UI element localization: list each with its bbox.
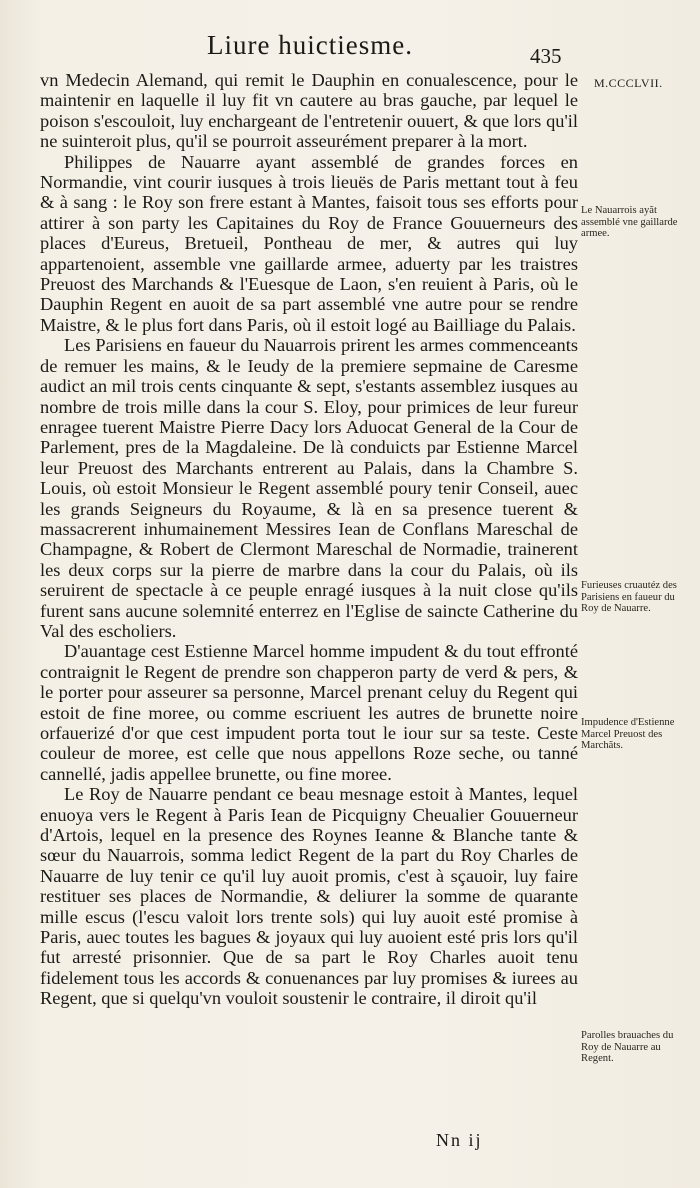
page-number: 435	[530, 44, 562, 68]
margin-note-1: Le Nauarrois ayãt assemblé vne gaillarde armee.	[581, 205, 678, 240]
paragraph-3: Les Parisiens en faueur du Nauarrois prirent les armes commenceants de remuer les mains, & le Ieudy de la premiere sepmaine de Caresme audict an mil trois cents cinquante & sept, s'estants assemblez iusques au nombre de trois mille dans la cour S. Eloy, pour primices de leur fureur enragee tuerent Maistre Pierre Dacy lors Aduocat General de la Cour de Parlement, pres de la Magdaleine. De là conduicts par Estienne Marcel leur Preuost des Marchants entrerent au Palais, dans la Chambre S. Louis, où estoit Monsieur le Regent assemblé poury tenir Conseil, auec les grands Seigneurs du Royaume, & là en sa presence tuerent & massacrerent inhumainement Messires Iean de Conflans Mareschal de Champagne, & Robert de Clermont Mareschal de Normadie, trainerent les deux corps sur la pierre de marbre dans la cour du Palais, où ils seruirent de spectacle à ce peuple enragé iusques à la nuit close qu'ils furent sans aucune solemnité enterrez en l'Eglise de saincte Catherine du Val des escholiers.	[40, 335, 578, 641]
main-text	[40, 70, 578, 1009]
paragraph-4: D'auantage cest Estienne Marcel homme impudent & du tout effronté contraignit le Regent de prendre son chapperon party de verd & pers, & le porter pour asseurer sa personne, Marcel prenant celuy du Regent qui estoit de fine moree, ou comme escriuent les autres de brunette noire orfauerizé d'or que cest impudent porta tout le iour sur sa teste. Ceste couleur de moree, est celle que nous appellons Roze seche, ou tanné cannellé, jadis appellee brunette, ou fine moree.	[40, 641, 578, 784]
paragraph-5: Le Roy de Nauarre pendant ce beau mesnage estoit à Mantes, lequel enuoya vers le Regent à Paris Iean de Picquigny Cheualier Gouuerneur d'Artois, lequel en la presence des Roynes Ieanne & Blanche tante & sœur du Nauarrois, somma ledict Regent de la part du Roy Charles de Nauarre de luy tenir ce qu'il luy auoit promis, c'est à sçauoir, luy faire restituer ses places de Normandie, & deliurer la somme de quarante mille escus (l'escu valoit lors trente sols) qui luy auoit esté promise à Paris, auec toutes les bagues & joyaux qui luy auoient esté pris lors qu'il fut arresté prisonnier. Que de sa part le Roy Charles auoit tenu fidelement tous les accords & conuenances par luy promises & iurees au Regent, que si quelqu'vn vouloit soustenir le contraire, il diroit qu'il	[40, 784, 578, 1009]
year-margin-note: M.CCCLVII.	[594, 76, 663, 90]
margin-note-3: Impudence d'Estienne Marcel Preuost des Marchãts.	[581, 717, 675, 752]
paragraph-2: Philippes de Nauarre ayant assemblé de grandes forces en Normandie, vint courir iusques à trois lieuës de Paris mettant tout à feu & à sang : le Roy son frere estant à Mantes, faisoit tous ses efforts pour attirer à son party les Capitaines du Roy de France Gouuerneurs des places d'Eureus, Bretueil, Pontheau de mer, & autres qui luy appartenoient, assemble vne gaillarde armee, aduerty par les traistres Preuost des Marchands & l'Euesque de Laon, s'en reuient à Paris, où le Dauphin Regent en auoit de sa part assemblé vne autre pour se rendre Maistre, & le plus fort dans Paris, où il estoit logé au Bailliage du Palais.	[40, 151, 578, 335]
margin-note-2: Furieuses cruautéz des Parisiens en faueur du Roy de Nauarre.	[581, 580, 677, 615]
running-title: Liure huictiesme.	[207, 30, 413, 60]
signature-mark: Nn ij	[436, 1130, 483, 1150]
paragraph-1: vn Medecin Alemand, qui remit le Dauphin en conualescence, pour le maintenir en laquelle il luy fit vn cautere au bras gauche, par lequel le poison s'escouloit, luy enchargeant de l'entretenir ouuert, & que lors qu'il ne suinteroit plus, qu'il se pourroit asseurément preparer à la mort.	[40, 70, 578, 152]
margin-note-4: Parolles brauaches du Roy de Nauarre au Regent.	[581, 1030, 674, 1065]
